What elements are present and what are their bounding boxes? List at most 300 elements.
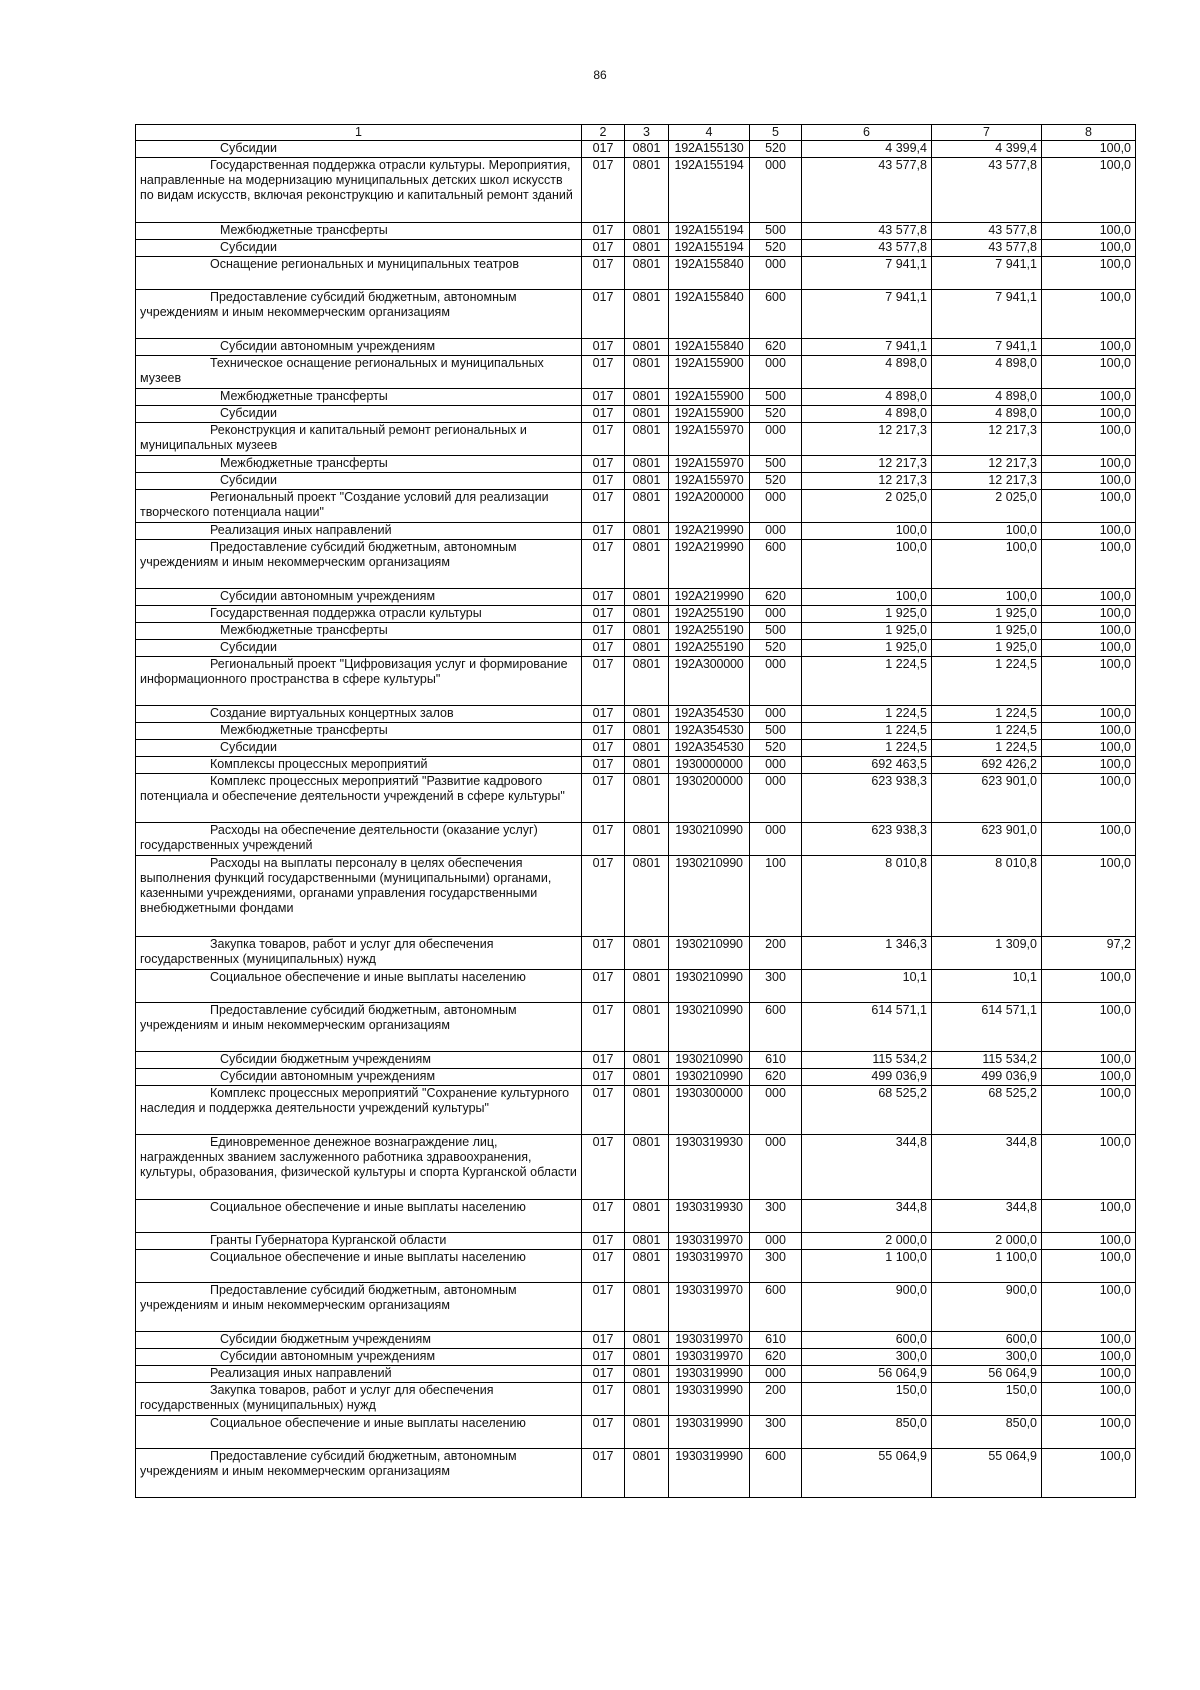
cell-executed: 1 224,5 [932, 657, 1042, 706]
cell-percent: 100,0 [1042, 141, 1136, 158]
row-name: Предоставление субсидий бюджетным, автономным учреждениям и иным некоммерческим организациям [136, 1003, 582, 1052]
cell-section-code: 0801 [625, 1449, 669, 1498]
cell-expense-type: 300 [750, 970, 802, 1003]
row-name: Региональный проект "Цифровизация услуг и формирование информационного пространства в сфере культуры" [136, 657, 582, 706]
cell-executed: 1 224,5 [932, 706, 1042, 723]
table-row [136, 339, 1136, 356]
cell-expense-type: 500 [750, 389, 802, 406]
cell-admin-code: 017 [582, 540, 625, 589]
row-name: Региональный проект "Создание условий для реализации творческого потенциала нации" [136, 490, 582, 523]
row-name: Субсидии бюджетным учреждениям [136, 1332, 582, 1349]
cell-executed: 4 399,4 [932, 141, 1042, 158]
cell-percent: 100,0 [1042, 240, 1136, 257]
row-name: Социальное обеспечение и иные выплаты населению [136, 1416, 582, 1449]
cell-percent: 100,0 [1042, 740, 1136, 757]
cell-percent: 97,2 [1042, 937, 1136, 970]
table-row [136, 1003, 1136, 1052]
cell-target-code: 192А155130 [669, 141, 750, 158]
cell-planned: 4 399,4 [802, 141, 932, 158]
cell-target-code: 1930319970 [669, 1349, 750, 1366]
cell-section-code: 0801 [625, 757, 669, 774]
cell-admin-code: 017 [582, 473, 625, 490]
cell-admin-code: 017 [582, 1003, 625, 1052]
cell-admin-code: 017 [582, 757, 625, 774]
cell-expense-type: 610 [750, 1052, 802, 1069]
cell-planned: 2 000,0 [802, 1233, 932, 1250]
cell-expense-type: 600 [750, 540, 802, 589]
cell-target-code: 192А155840 [669, 339, 750, 356]
row-name: Государственная поддержка отрасли культуры [136, 606, 582, 623]
cell-executed: 10,1 [932, 970, 1042, 1003]
cell-percent: 100,0 [1042, 856, 1136, 937]
cell-planned: 1 224,5 [802, 740, 932, 757]
cell-executed: 1 309,0 [932, 937, 1042, 970]
row-name: Предоставление субсидий бюджетным, автономным учреждениям и иным некоммерческим организациям [136, 540, 582, 589]
header-cell: 8 [1042, 125, 1136, 141]
cell-percent: 100,0 [1042, 1233, 1136, 1250]
header-cell: 1 [136, 125, 582, 141]
cell-percent: 100,0 [1042, 757, 1136, 774]
row-name: Гранты Губернатора Курганской области [136, 1233, 582, 1250]
cell-executed: 12 217,3 [932, 456, 1042, 473]
cell-executed: 623 901,0 [932, 774, 1042, 823]
cell-executed: 2 000,0 [932, 1233, 1042, 1250]
table-row [136, 706, 1136, 723]
row-name: Оснащение региональных и муниципальных театров [136, 257, 582, 290]
header-cell: 5 [750, 125, 802, 141]
table-row [136, 290, 1136, 339]
cell-section-code: 0801 [625, 473, 669, 490]
cell-admin-code: 017 [582, 1200, 625, 1233]
table-row [136, 1449, 1136, 1498]
cell-percent: 100,0 [1042, 423, 1136, 456]
cell-planned: 623 938,3 [802, 774, 932, 823]
cell-admin-code: 017 [582, 523, 625, 540]
row-name: Субсидии [136, 406, 582, 423]
table-row [136, 456, 1136, 473]
cell-admin-code: 017 [582, 1069, 625, 1086]
cell-target-code: 1930210990 [669, 1052, 750, 1069]
table-row [136, 240, 1136, 257]
row-name: Субсидии [136, 473, 582, 490]
cell-expense-type: 000 [750, 706, 802, 723]
cell-section-code: 0801 [625, 257, 669, 290]
header-cell: 7 [932, 125, 1042, 141]
cell-expense-type: 000 [750, 1135, 802, 1200]
cell-section-code: 0801 [625, 456, 669, 473]
cell-admin-code: 017 [582, 1349, 625, 1366]
table-row [136, 1332, 1136, 1349]
cell-expense-type: 620 [750, 339, 802, 356]
cell-executed: 43 577,8 [932, 223, 1042, 240]
cell-section-code: 0801 [625, 356, 669, 389]
table-row [136, 1349, 1136, 1366]
cell-planned: 100,0 [802, 589, 932, 606]
cell-section-code: 0801 [625, 490, 669, 523]
cell-target-code: 192А155194 [669, 158, 750, 223]
cell-expense-type: 200 [750, 937, 802, 970]
cell-admin-code: 017 [582, 856, 625, 937]
row-name: Субсидии [136, 640, 582, 657]
cell-target-code: 192А219990 [669, 523, 750, 540]
cell-target-code: 192А255190 [669, 606, 750, 623]
cell-executed: 1 925,0 [932, 606, 1042, 623]
cell-planned: 692 463,5 [802, 757, 932, 774]
cell-executed: 2 025,0 [932, 490, 1042, 523]
cell-planned: 150,0 [802, 1383, 932, 1416]
cell-target-code: 1930319990 [669, 1383, 750, 1416]
cell-expense-type: 300 [750, 1200, 802, 1233]
cell-section-code: 0801 [625, 589, 669, 606]
table-row [136, 740, 1136, 757]
cell-target-code: 1930319990 [669, 1416, 750, 1449]
cell-section-code: 0801 [625, 223, 669, 240]
cell-planned: 344,8 [802, 1135, 932, 1200]
cell-target-code: 1930319970 [669, 1332, 750, 1349]
table-row [136, 774, 1136, 823]
cell-percent: 100,0 [1042, 540, 1136, 589]
row-name: Комплексы процессных мероприятий [136, 757, 582, 774]
cell-expense-type: 500 [750, 623, 802, 640]
row-name: Социальное обеспечение и иные выплаты населению [136, 1200, 582, 1233]
cell-admin-code: 017 [582, 456, 625, 473]
cell-percent: 100,0 [1042, 723, 1136, 740]
cell-expense-type: 000 [750, 774, 802, 823]
cell-expense-type: 620 [750, 1069, 802, 1086]
cell-planned: 7 941,1 [802, 257, 932, 290]
cell-section-code: 0801 [625, 1332, 669, 1349]
cell-planned: 1 346,3 [802, 937, 932, 970]
cell-executed: 12 217,3 [932, 473, 1042, 490]
cell-section-code: 0801 [625, 823, 669, 856]
cell-target-code: 192А219990 [669, 589, 750, 606]
row-name: Субсидии автономным учреждениям [136, 589, 582, 606]
header-row [136, 125, 1136, 141]
cell-admin-code: 017 [582, 706, 625, 723]
cell-expense-type: 000 [750, 1233, 802, 1250]
cell-planned: 43 577,8 [802, 158, 932, 223]
cell-target-code: 192А354530 [669, 740, 750, 757]
cell-executed: 1 100,0 [932, 1250, 1042, 1283]
row-name: Межбюджетные трансферты [136, 623, 582, 640]
cell-target-code: 192А354530 [669, 723, 750, 740]
cell-percent: 100,0 [1042, 640, 1136, 657]
cell-expense-type: 000 [750, 356, 802, 389]
cell-admin-code: 017 [582, 1383, 625, 1416]
cell-target-code: 192А219990 [669, 540, 750, 589]
row-name: Закупка товаров, работ и услуг для обеспечения государственных (муниципальных) нужд [136, 937, 582, 970]
cell-admin-code: 017 [582, 356, 625, 389]
cell-section-code: 0801 [625, 1250, 669, 1283]
cell-section-code: 0801 [625, 623, 669, 640]
table-row [136, 1135, 1136, 1200]
cell-target-code: 192А155840 [669, 257, 750, 290]
cell-section-code: 0801 [625, 640, 669, 657]
cell-planned: 850,0 [802, 1416, 932, 1449]
table-body [136, 141, 1136, 1498]
cell-expense-type: 520 [750, 740, 802, 757]
row-name: Создание виртуальных концертных залов [136, 706, 582, 723]
cell-executed: 7 941,1 [932, 257, 1042, 290]
cell-admin-code: 017 [582, 1283, 625, 1332]
cell-section-code: 0801 [625, 937, 669, 970]
cell-executed: 499 036,9 [932, 1069, 1042, 1086]
cell-admin-code: 017 [582, 1449, 625, 1498]
row-name: Межбюджетные трансферты [136, 723, 582, 740]
table-row [136, 473, 1136, 490]
cell-executed: 1 224,5 [932, 740, 1042, 757]
cell-section-code: 0801 [625, 774, 669, 823]
cell-percent: 100,0 [1042, 1349, 1136, 1366]
row-name: Предоставление субсидий бюджетным, автономным учреждениям и иным некоммерческим организациям [136, 1283, 582, 1332]
table-row [136, 1416, 1136, 1449]
cell-admin-code: 017 [582, 1135, 625, 1200]
cell-planned: 55 064,9 [802, 1449, 932, 1498]
cell-section-code: 0801 [625, 1086, 669, 1135]
cell-section-code: 0801 [625, 290, 669, 339]
cell-planned: 43 577,8 [802, 223, 932, 240]
cell-section-code: 0801 [625, 339, 669, 356]
cell-admin-code: 017 [582, 141, 625, 158]
row-name: Субсидии автономным учреждениям [136, 1069, 582, 1086]
cell-section-code: 0801 [625, 540, 669, 589]
cell-percent: 100,0 [1042, 223, 1136, 240]
cell-percent: 100,0 [1042, 606, 1136, 623]
cell-target-code: 1930210990 [669, 1069, 750, 1086]
cell-target-code: 1930210990 [669, 970, 750, 1003]
cell-admin-code: 017 [582, 640, 625, 657]
cell-planned: 1 925,0 [802, 640, 932, 657]
table-row [136, 623, 1136, 640]
cell-percent: 100,0 [1042, 706, 1136, 723]
cell-executed: 55 064,9 [932, 1449, 1042, 1498]
cell-percent: 100,0 [1042, 1086, 1136, 1135]
cell-section-code: 0801 [625, 606, 669, 623]
cell-planned: 2 025,0 [802, 490, 932, 523]
cell-admin-code: 017 [582, 623, 625, 640]
row-name: Расходы на выплаты персоналу в целях обеспечения выполнения функций государственными (муниципальными) органами, казенными учреждениями, органами управления государственными внебюджетными фондами [136, 856, 582, 937]
row-name: Субсидии автономным учреждениям [136, 1349, 582, 1366]
cell-admin-code: 017 [582, 240, 625, 257]
header-cell: 2 [582, 125, 625, 141]
table-row [136, 1366, 1136, 1383]
table-row [136, 757, 1136, 774]
cell-planned: 7 941,1 [802, 290, 932, 339]
row-name: Межбюджетные трансферты [136, 456, 582, 473]
cell-percent: 100,0 [1042, 657, 1136, 706]
cell-percent: 100,0 [1042, 1332, 1136, 1349]
table-row [136, 257, 1136, 290]
cell-target-code: 1930319930 [669, 1200, 750, 1233]
table-row [136, 406, 1136, 423]
cell-planned: 900,0 [802, 1283, 932, 1332]
cell-executed: 115 534,2 [932, 1052, 1042, 1069]
cell-admin-code: 017 [582, 490, 625, 523]
cell-section-code: 0801 [625, 1233, 669, 1250]
row-name: Субсидии бюджетным учреждениям [136, 1052, 582, 1069]
cell-percent: 100,0 [1042, 490, 1136, 523]
cell-admin-code: 017 [582, 1233, 625, 1250]
row-name: Социальное обеспечение и иные выплаты населению [136, 970, 582, 1003]
cell-expense-type: 520 [750, 141, 802, 158]
cell-planned: 1 224,5 [802, 723, 932, 740]
table-row [136, 356, 1136, 389]
cell-percent: 100,0 [1042, 1283, 1136, 1332]
cell-percent: 100,0 [1042, 158, 1136, 223]
cell-target-code: 192А155194 [669, 240, 750, 257]
cell-planned: 614 571,1 [802, 1003, 932, 1052]
cell-target-code: 1930210990 [669, 937, 750, 970]
cell-percent: 100,0 [1042, 523, 1136, 540]
cell-admin-code: 017 [582, 970, 625, 1003]
cell-expense-type: 600 [750, 1283, 802, 1332]
cell-planned: 12 217,3 [802, 456, 932, 473]
cell-expense-type: 000 [750, 158, 802, 223]
cell-section-code: 0801 [625, 1069, 669, 1086]
cell-section-code: 0801 [625, 723, 669, 740]
cell-planned: 1 224,5 [802, 706, 932, 723]
cell-expense-type: 000 [750, 757, 802, 774]
table-row [136, 523, 1136, 540]
cell-admin-code: 017 [582, 723, 625, 740]
cell-planned: 1 100,0 [802, 1250, 932, 1283]
cell-section-code: 0801 [625, 1383, 669, 1416]
cell-expense-type: 000 [750, 490, 802, 523]
cell-percent: 100,0 [1042, 970, 1136, 1003]
cell-target-code: 1930000000 [669, 757, 750, 774]
cell-admin-code: 017 [582, 257, 625, 290]
cell-executed: 300,0 [932, 1349, 1042, 1366]
cell-section-code: 0801 [625, 1283, 669, 1332]
cell-expense-type: 300 [750, 1250, 802, 1283]
row-name: Субсидии автономным учреждениям [136, 339, 582, 356]
cell-percent: 100,0 [1042, 623, 1136, 640]
cell-admin-code: 017 [582, 290, 625, 339]
cell-executed: 43 577,8 [932, 240, 1042, 257]
cell-target-code: 192А155970 [669, 423, 750, 456]
cell-expense-type: 600 [750, 1003, 802, 1052]
row-name: Социальное обеспечение и иные выплаты населению [136, 1250, 582, 1283]
cell-planned: 100,0 [802, 523, 932, 540]
cell-planned: 344,8 [802, 1200, 932, 1233]
cell-planned: 12 217,3 [802, 473, 932, 490]
cell-admin-code: 017 [582, 740, 625, 757]
cell-admin-code: 017 [582, 1250, 625, 1283]
cell-admin-code: 017 [582, 1416, 625, 1449]
cell-planned: 4 898,0 [802, 356, 932, 389]
cell-executed: 344,8 [932, 1135, 1042, 1200]
cell-target-code: 1930319990 [669, 1366, 750, 1383]
cell-section-code: 0801 [625, 1349, 669, 1366]
cell-planned: 300,0 [802, 1349, 932, 1366]
cell-executed: 4 898,0 [932, 406, 1042, 423]
table-row [136, 423, 1136, 456]
cell-percent: 100,0 [1042, 290, 1136, 339]
table-row [136, 1052, 1136, 1069]
cell-executed: 623 901,0 [932, 823, 1042, 856]
table-row [136, 970, 1136, 1003]
cell-admin-code: 017 [582, 823, 625, 856]
cell-target-code: 192А155194 [669, 223, 750, 240]
cell-executed: 43 577,8 [932, 158, 1042, 223]
cell-expense-type: 000 [750, 1086, 802, 1135]
cell-percent: 100,0 [1042, 1200, 1136, 1233]
row-name: Предоставление субсидий бюджетным, автономным учреждениям и иным некоммерческим организациям [136, 290, 582, 339]
cell-admin-code: 017 [582, 423, 625, 456]
table-row [136, 606, 1136, 623]
cell-target-code: 192А155900 [669, 389, 750, 406]
cell-section-code: 0801 [625, 856, 669, 937]
cell-percent: 100,0 [1042, 1366, 1136, 1383]
cell-planned: 8 010,8 [802, 856, 932, 937]
row-name: Межбюджетные трансферты [136, 223, 582, 240]
cell-executed: 344,8 [932, 1200, 1042, 1233]
table-row [136, 1086, 1136, 1135]
table-row [136, 490, 1136, 523]
cell-target-code: 192А155900 [669, 406, 750, 423]
cell-planned: 115 534,2 [802, 1052, 932, 1069]
header-cell: 6 [802, 125, 932, 141]
table-row [136, 937, 1136, 970]
cell-section-code: 0801 [625, 706, 669, 723]
table-row [136, 723, 1136, 740]
cell-percent: 100,0 [1042, 456, 1136, 473]
table-row [136, 1250, 1136, 1283]
row-name: Единовременное денежное вознаграждение лиц, награжденных званием заслуженного работника здравоохранения, культуры, образования, физической культуры и спорта Курганской области [136, 1135, 582, 1200]
cell-executed: 56 064,9 [932, 1366, 1042, 1383]
cell-expense-type: 620 [750, 589, 802, 606]
cell-executed: 4 898,0 [932, 389, 1042, 406]
cell-expense-type: 610 [750, 1332, 802, 1349]
cell-target-code: 192А300000 [669, 657, 750, 706]
row-name: Субсидии [136, 141, 582, 158]
cell-admin-code: 017 [582, 406, 625, 423]
cell-expense-type: 500 [750, 223, 802, 240]
cell-percent: 100,0 [1042, 1250, 1136, 1283]
cell-expense-type: 100 [750, 856, 802, 937]
cell-expense-type: 500 [750, 456, 802, 473]
table-row [136, 856, 1136, 937]
cell-executed: 7 941,1 [932, 290, 1042, 339]
cell-target-code: 1930210990 [669, 1003, 750, 1052]
cell-admin-code: 017 [582, 339, 625, 356]
table-row [136, 158, 1136, 223]
cell-section-code: 0801 [625, 523, 669, 540]
cell-planned: 1 925,0 [802, 606, 932, 623]
cell-expense-type: 000 [750, 657, 802, 706]
cell-admin-code: 017 [582, 606, 625, 623]
cell-percent: 100,0 [1042, 1069, 1136, 1086]
row-name: Комплекс процессных мероприятий "Развитие кадрового потенциала и обеспечение деятельности учреждений в сфере культуры" [136, 774, 582, 823]
cell-expense-type: 000 [750, 423, 802, 456]
table-row [136, 1383, 1136, 1416]
cell-admin-code: 017 [582, 1366, 625, 1383]
cell-admin-code: 017 [582, 389, 625, 406]
row-name: Межбюджетные трансферты [136, 389, 582, 406]
cell-planned: 100,0 [802, 540, 932, 589]
cell-target-code: 1930200000 [669, 774, 750, 823]
cell-section-code: 0801 [625, 1135, 669, 1200]
cell-expense-type: 300 [750, 1416, 802, 1449]
cell-section-code: 0801 [625, 657, 669, 706]
cell-expense-type: 200 [750, 1383, 802, 1416]
cell-target-code: 1930319970 [669, 1233, 750, 1250]
row-name: Государственная поддержка отрасли культуры. Мероприятия, направленные на модернизацию муниципальных детских школ искусств по видам искусств, включая реконструкцию и капитальный ремонт зданий [136, 158, 582, 223]
cell-section-code: 0801 [625, 1366, 669, 1383]
cell-executed: 614 571,1 [932, 1003, 1042, 1052]
row-name: Субсидии [136, 240, 582, 257]
cell-admin-code: 017 [582, 589, 625, 606]
